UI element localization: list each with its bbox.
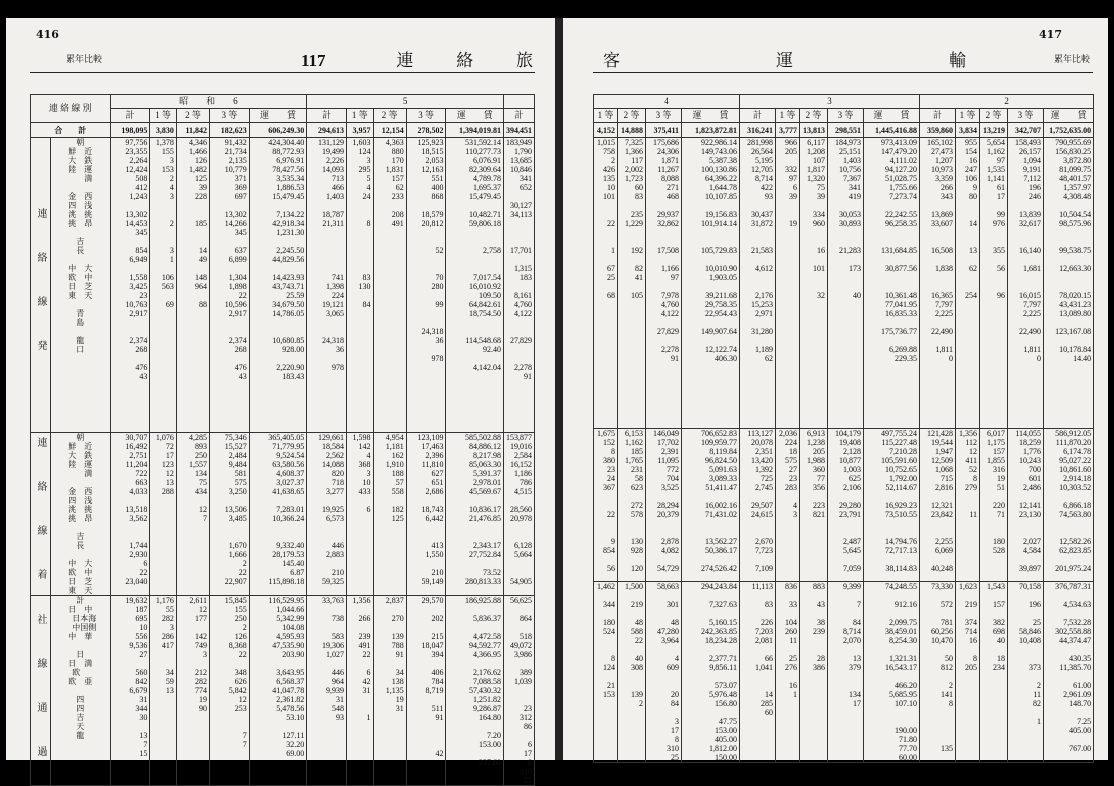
cell: 706,652.83 109,959.77 8,119.84 96,824.50 5,091.63 3,089.33 51,411.47 16,002.16 71,431.02 13,562.27 50,386.17 274,526.42: [682, 429, 740, 582]
cell: 114,055 18,259 1,776 10,243 700 601 2,486 12,141 23,130 2,027 4,584 39,897: [1008, 429, 1044, 582]
departure-block: [594, 138, 1094, 429]
cell: 56,625 864 518 49,072 3,986 389 1,039 23 312 86 6 17 8 310 25: [503, 596, 534, 786]
cell: 1,394,019.81: [446, 123, 504, 138]
cell: 1,176 55 282 3 286 417 34 59 13: [150, 596, 177, 786]
title-char: 輸: [949, 51, 968, 71]
cell: 125,923 18,515 2,053 12,163 551 400 868 18,579 20,812 52 70 280 99 24,318 36 978: [406, 138, 446, 433]
cell: 1,015 758 2 426 135 10 101 22 1 67 25 68: [594, 138, 618, 429]
cell: 175,686 24,306 1,871 11,267 8,088 271 468 29,937 32,862 17,508 1,166 97 7,978 4,760 4,122 27,829 2,278 91: [646, 138, 682, 429]
cell: 30,707 16,492 2,751 11,204 722 663 4,033 13,518 3,562 1,744 2,930 6 22 23,040: [110, 433, 150, 596]
cell: 2,036 224 18 575 27 23 283 4 3: [776, 429, 800, 582]
cell: 73,330 572 781 60,256 10,470 50 812 2 141 8 135: [920, 582, 956, 763]
cell: 4,346 1,466 126 1,482 125 39 228 185 14 49 148 964 88: [176, 138, 209, 433]
cell: 19,632 187 695 10 556 9,536 27 560 842 6,679 31 344 30 13 7 15: [110, 596, 150, 786]
col-fare: 運 賃: [864, 109, 920, 123]
route-list: 朝 鮮 近 大 鉄 陸 運 満 金 西 四 浅 洮 挑 挑 昂 吉 長 中 大 欧 中 日 芝 東 天 青 島 龍 口: [50, 138, 110, 433]
cell: 6,153 1,162 185 1,765 231 58 623 272 578 130 928 120: [618, 429, 646, 582]
cell: 1,823,872.81: [682, 123, 740, 138]
cell: 1,076 72 17 123 12 13 288: [150, 433, 177, 596]
col-class2: 2 等: [618, 109, 646, 123]
title-char: 運: [776, 51, 795, 71]
cell: 1,500 219 48 588 22 40 308 139 2: [618, 582, 646, 763]
col-class1: 1 等: [347, 109, 374, 123]
route-list: 朝 鮮 近 大 鉄 陸 運 満 金 西 四 浅 洮 挑 挑 昂 吉 長 中 大 欧 中 日 芝 東 天: [50, 433, 110, 596]
cell: 5,654 1,162 97 1,535 1,141 61 17 99 976 355 56 96: [980, 138, 1008, 429]
left-page: [6, 18, 555, 785]
cell: 146,049 17,702 2,391 11,095 772 704 3,525 28,294 20,379 2,878 4,082 54,729: [646, 429, 682, 582]
cell: 6,017 1,175 157 1,855 316 19 51 220 71 180 528: [980, 429, 1008, 582]
col-total: 計: [110, 109, 150, 123]
cell: 3,777: [776, 123, 800, 138]
cell: 1,462 344 180 524 8 124 21 153: [594, 582, 618, 763]
cell: 104,179 19,408 2,128 10,877 1,003 625 2,106 29,280 23,791 2,487 5,645 7,059: [828, 429, 864, 582]
cell: 375,411: [646, 123, 682, 138]
era-header: 昭 和 6: [110, 95, 307, 109]
cell: 1,623 219 374 714 16 8 205: [956, 582, 980, 763]
cell: 14,888: [618, 123, 646, 138]
cell: 294,243.84 7,327.63 5,160.15 242,363.85 18,234.28 2,377.71 9,856.11 573.07 5,976.48 156.80 47.75 153.00 405.00 1,812.00 150.00: [682, 582, 740, 763]
route-header: 連 絡 線 別: [31, 95, 111, 123]
cell: 129,661 18,584 2,562 14,088 820 718 3,277 19,925 6,573 446 2,883 210 59,325: [307, 433, 347, 596]
cell: 1,356 112 12 411 52 8 279 11: [956, 429, 980, 582]
title-char: 絡: [456, 51, 476, 71]
cell: 6,117 1,208 107 1,817 1,320 75 39 334 960 16 101 32: [800, 138, 828, 429]
cell: 6,913 1,238 205 1,988 360 77 356 223 821: [800, 429, 828, 582]
transit-block: [594, 582, 1094, 763]
cell: 497,755.24 115,227.48 7,210.28 105,591.60 10,752.65 1,792.00 52,114.67 16,929.23 73,510.55 14,794.76 72,717.13 38,114.83: [864, 429, 920, 582]
cell: 158,493 26,157 1,094 9,191 7,112 196 246 13,839 32,617 16,140 1,681 16,015 7,797 2,225 22,490 1,811 0: [1008, 138, 1044, 429]
cell: 883 43 38 239 28 386: [800, 582, 828, 763]
col-total: 計: [307, 109, 347, 123]
cell: 183,949 1,790 13,685 10,846 341 652 30,127 34,113 17,701 1,315 183 8,161 4,760 4,122 27,829 2,278 91: [503, 138, 534, 433]
cell: 91,432 21,734 2,135 10,779 371 369 697 13,302 14,266 345 637 6,899 1,304 1,898 22 10,596 2,917 2,374 268 476 43: [210, 138, 250, 433]
title-char: 客: [603, 51, 622, 71]
block-label: 連 絡 線 着: [31, 433, 51, 596]
cell: 278,502: [406, 123, 446, 138]
title-char: 連: [396, 51, 416, 71]
col-class3: 3 等: [406, 109, 446, 123]
title-char: 旅: [516, 51, 535, 71]
cell: 585,502.88 84,886.12 8,217.98 85,063.30 5,391.37 2,978.01 45,569.67 10,836.17 21,476.85 2,343.17 27,752.84 73.52 280,813.33: [446, 433, 504, 596]
year4-header: 4: [594, 95, 740, 109]
cell: 4,152: [594, 123, 618, 138]
left-page-number: 416: [36, 28, 59, 41]
cell: 1,675 152 8 380 23 24 367 22 9 854 56: [594, 429, 618, 582]
col-fare: 運 賃: [446, 109, 504, 123]
cell: 33,763 738 583 19,306 1,027 446 964 9,939 31 548 93: [307, 596, 347, 786]
cell: 58,663 301 48 47,280 3,964 4 609 20 84 3 17 8 310 25: [646, 582, 682, 763]
cell: 9,399 7 84 8,714 2,070 13 379 134 17: [828, 582, 864, 763]
cell: 153,877 19,016 2,584 16,152 1,186 786 4,515 28,560 20,978 6,128 5,664 54,905: [503, 433, 534, 596]
cell: 316,241: [740, 123, 776, 138]
cell: 922,986.14 149,743.06 5,387.38 100,130.86 64,396.22 1,644.78 10,107.85 19,156.83 101,914.14 105,729.83 10,010.90 1,903.05 39,211.68 29,758.35 22,954.43 149,907.64 12,122.74 406.30: [682, 138, 740, 429]
col-total: 計: [503, 109, 534, 123]
col-class1: 1 等: [150, 109, 177, 123]
cell: 836 33 104 260 11 25 276 16 1: [776, 582, 800, 763]
cell: 74,248.55 912.16 2,099.75 38,459.01 8,254.30 1,321.31 16,543.17 466.20 5,685.95 107.10 190.00 71.80 77.70 60.00: [864, 582, 920, 763]
cell: 13,813: [800, 123, 828, 138]
col-total: 計: [920, 109, 956, 123]
cell: 3,834: [956, 123, 980, 138]
col-class2: 2 等: [800, 109, 828, 123]
grand-total-row: [594, 123, 1094, 138]
col-class1: 1 等: [776, 109, 800, 123]
cell: 790,955.69 156,830.25 3,872.80 81,099.75 48,401.57 1,357.97 4,308.48 10,504.54 98,575.96 99,538.75 12,663.30 78,020.15 43,431.23 13,089.80 123,167.08 10,178.84 14.40: [1044, 138, 1094, 429]
col-fare: 運 賃: [1044, 109, 1094, 123]
table-number: 117: [301, 51, 326, 70]
cell: 955 154 16 247 106 9 80 14 13 62 254: [956, 138, 980, 429]
cell: 2,611 12 177 142 749 3 212 282 774 19 90: [176, 596, 209, 786]
col-fare: 運 賃: [249, 109, 306, 123]
cell: 198,095: [110, 123, 150, 138]
cell: 281,998 26,564 5,195 12,705 8,714 422 93 30,437 31,872 21,583 4,612 2,176 15,253 2,971 31,280 1,189 62: [740, 138, 776, 429]
departure-block: [31, 138, 535, 433]
cell: 294,613: [307, 123, 347, 138]
cell: 97,756 23,355 2,264 12,424 508 412 1,243 13,302 14,453 345 854 6,949 1,558 3,425 23 10,763 2,917 2,374 268 476 43: [110, 138, 150, 433]
col-total: 計: [740, 109, 776, 123]
block-label: 社 線 通 過: [31, 596, 51, 786]
col-class3: 3 等: [828, 109, 864, 123]
cell: 75,346 15,527 2,484 9,484 581 575 3,250 13,506 3,485 1,670 1,666 2 22 22,907: [210, 433, 250, 596]
transit-block: [31, 596, 535, 786]
cell: 606,249.30: [249, 123, 306, 138]
cell: 1,752,635.00: [1044, 123, 1094, 138]
cell: 424,304.40 88,772.93 6,976.91 78,427.56 3,535.34 1,886.53 15,479.45 7,134.22 42,918.34 1,231.30 2,245.50 44,829.56 14,423.93 43,743.71 25.59 34,679.50 14,786.05 10,680.85 928.00 2,220.90 183.43: [249, 138, 306, 433]
cell: 165,102 27,473 1,207 10,973 3,359 266 343 13,869 33,607 16,508 1,838 16,365 7,797 2,225 22,490 1,811 0: [920, 138, 956, 429]
cell: 4,363 880 170 1,831 157 62 233 208 491: [373, 138, 406, 433]
cell: 973,413.09 147,479.20 4,111.02 94,127.20 51,028.75 1,755.66 7,273.74 22,242.55 96,258.35 131,684.85 30,877.56 10,361.48 77,041.95 16,835.33 175,736.77 6,269.88 229.35: [864, 138, 920, 429]
cell: 1,543 157 382 698 40 18 234: [980, 582, 1008, 763]
col-class2: 2 等: [980, 109, 1008, 123]
cell: 11,113 83 226 7,203 2,081 66 1,041 14 285 60: [740, 582, 776, 763]
col-fare: 運 賃: [682, 109, 740, 123]
title-rule: [593, 72, 1093, 73]
cell: 186,925.88 5,836.37 4,472.58 94,592.77 4,366.95 2,176.62 7,088.58 57,430.32 1,251.82 9,286.87 164.80 7.20 153.00 237.60: [446, 596, 504, 786]
cell: 15,845 155 250 2 126 8,368 22 348 626 5,842 12 253 7 7: [210, 596, 250, 786]
cell: 1,603 124 3 295 5 4 24 8 83 130 84: [347, 138, 374, 433]
cell: 298,551: [828, 123, 864, 138]
year3-header: 3: [740, 95, 920, 109]
col-class3: 3 等: [646, 109, 682, 123]
col-class2: 2 等: [176, 109, 209, 123]
right-page-number: 417: [1039, 28, 1062, 41]
col-class3: 3 等: [210, 109, 250, 123]
cell: 70,158 196 25 58,846 10,408 373 2 11 82 1: [1008, 582, 1044, 763]
cell: 342,707: [1008, 123, 1044, 138]
left-table: [30, 94, 535, 786]
col-class3: 3 等: [1008, 109, 1044, 123]
cell: 365,405.05 71,779.95 9,524.54 63,580.56 4,608.37 3,027.37 41,638.65 7,283.01 10,366.24 9,332.40 28,179.53 145.40 6.87 115,898.18: [249, 433, 306, 596]
cell: 376,787.31 4,534.63 7,532.28 302,558.88 44,374.47 430.35 11,385.70 61.00 2,961.09 148.70 7.25 405.00 767.00: [1044, 582, 1094, 763]
cell: 116,529.95 1,044.66 5,342.99 104.08 4,595.93 47,535.90 203.90 3,643.95 6,568.37 41,047.78 2,361.82 5,478.56 53.10 127.11 32.20 69.00: [249, 596, 306, 786]
cell: 4,285 893 250 1,557 134 75 434 12 7: [176, 433, 209, 596]
cell: 2,837 270 139 788 91 34 138 1,135 19 31: [373, 596, 406, 786]
route-list: 計 日 中 日本海 中国側 中 華 日 日 満 欧 欧 亜 四 四 吉 天 龍: [50, 596, 110, 786]
arrival-block: [594, 429, 1094, 582]
grand-total-row: [31, 123, 535, 138]
cell: 394,451: [503, 123, 534, 138]
cell: 966 205 332 97 6 39 19: [776, 138, 800, 429]
book-gutter: [555, 18, 563, 760]
title-rule: [30, 72, 535, 73]
cell: 11,842: [176, 123, 209, 138]
cell: 1,598 142 4 368 3 10 433 6: [347, 433, 374, 596]
col-class1: 1 等: [956, 109, 980, 123]
col-class2: 2 等: [373, 109, 406, 123]
left-section-label: 累年比較: [66, 55, 103, 65]
block-label: 連 絡 線 発: [31, 138, 51, 433]
cell: 12,154: [373, 123, 406, 138]
cell: 121,428 19,544 1,947 12,509 1,068 715 2,816 12,321 23,842 2,255 6,069 40,248: [920, 429, 956, 582]
right-table: [593, 94, 1094, 763]
right-section-label: 累年比較: [1053, 55, 1090, 65]
row-label: 合 計: [31, 123, 111, 138]
cell: 123,109 17,463 2,396 11,810 627 651 2,686 18,743 6,442 413 1,550 210 59,149: [406, 433, 446, 596]
cell: 7,325 1,366 117 2,002 1,723 60 83 235 1,229 192 82 41 105: [618, 138, 646, 429]
cell: 113,127 20,078 2,351 13,420 1,392 725 2,745 29,507 24,615 2,670 7,723 7,109: [740, 429, 776, 582]
right-title: [603, 46, 968, 71]
cell: 13,219: [980, 123, 1008, 138]
year2-header: 2: [920, 95, 1094, 109]
cell: 182,623: [210, 123, 250, 138]
arrival-block: [31, 433, 535, 596]
cell: 4,954 1,181 162 1,910 188 57 558 182 125: [373, 433, 406, 596]
cell: 359,860: [920, 123, 956, 138]
cell: 1,378 155 3 153 2 4 3 2 3 1 106 563 69: [150, 138, 177, 433]
cell: 184,973 25,151 1,403 10,756 7,367 341 419 30,053 30,893 21,283 173 40: [828, 138, 864, 429]
year4-partial-header: [503, 95, 534, 109]
cell: 3,957: [347, 123, 374, 138]
cell: 586,912.05 111,870.20 6,174.78 95,027.22 10,861.60 2,914.18 10,303.52 6,866.18 74,563.80 12,582.26 62,823.85 201,975.24: [1044, 429, 1094, 582]
right-page: [563, 18, 1108, 760]
cell: 29,570 202 215 18,047 394 406 784 8,719 511 91 42: [406, 596, 446, 786]
col-class1: 1 等: [594, 109, 618, 123]
cell: 531,592.14 110,277.73 6,076.91 82,309.64 4,789.78 1,695.37 15,479.45 10,482.71 59,806.18 2,758 7,017.54 16,010.92 109.50 64,842.61 18,754.50 114,548.68 92.40 4,142.04: [446, 138, 504, 433]
cell: 1,356 266 239 491 22 6 42 31 1: [347, 596, 374, 786]
cell: 1,445,416.88: [864, 123, 920, 138]
cell: 3,830: [150, 123, 177, 138]
left-title: [301, 46, 535, 71]
cell: 131,129 19,499 2,226 14,093 713 466 1,403 18,787 21,311 741 1,398 224 19,121 3,065 24,318 36 978: [307, 138, 347, 433]
year5-header: 5: [307, 95, 504, 109]
